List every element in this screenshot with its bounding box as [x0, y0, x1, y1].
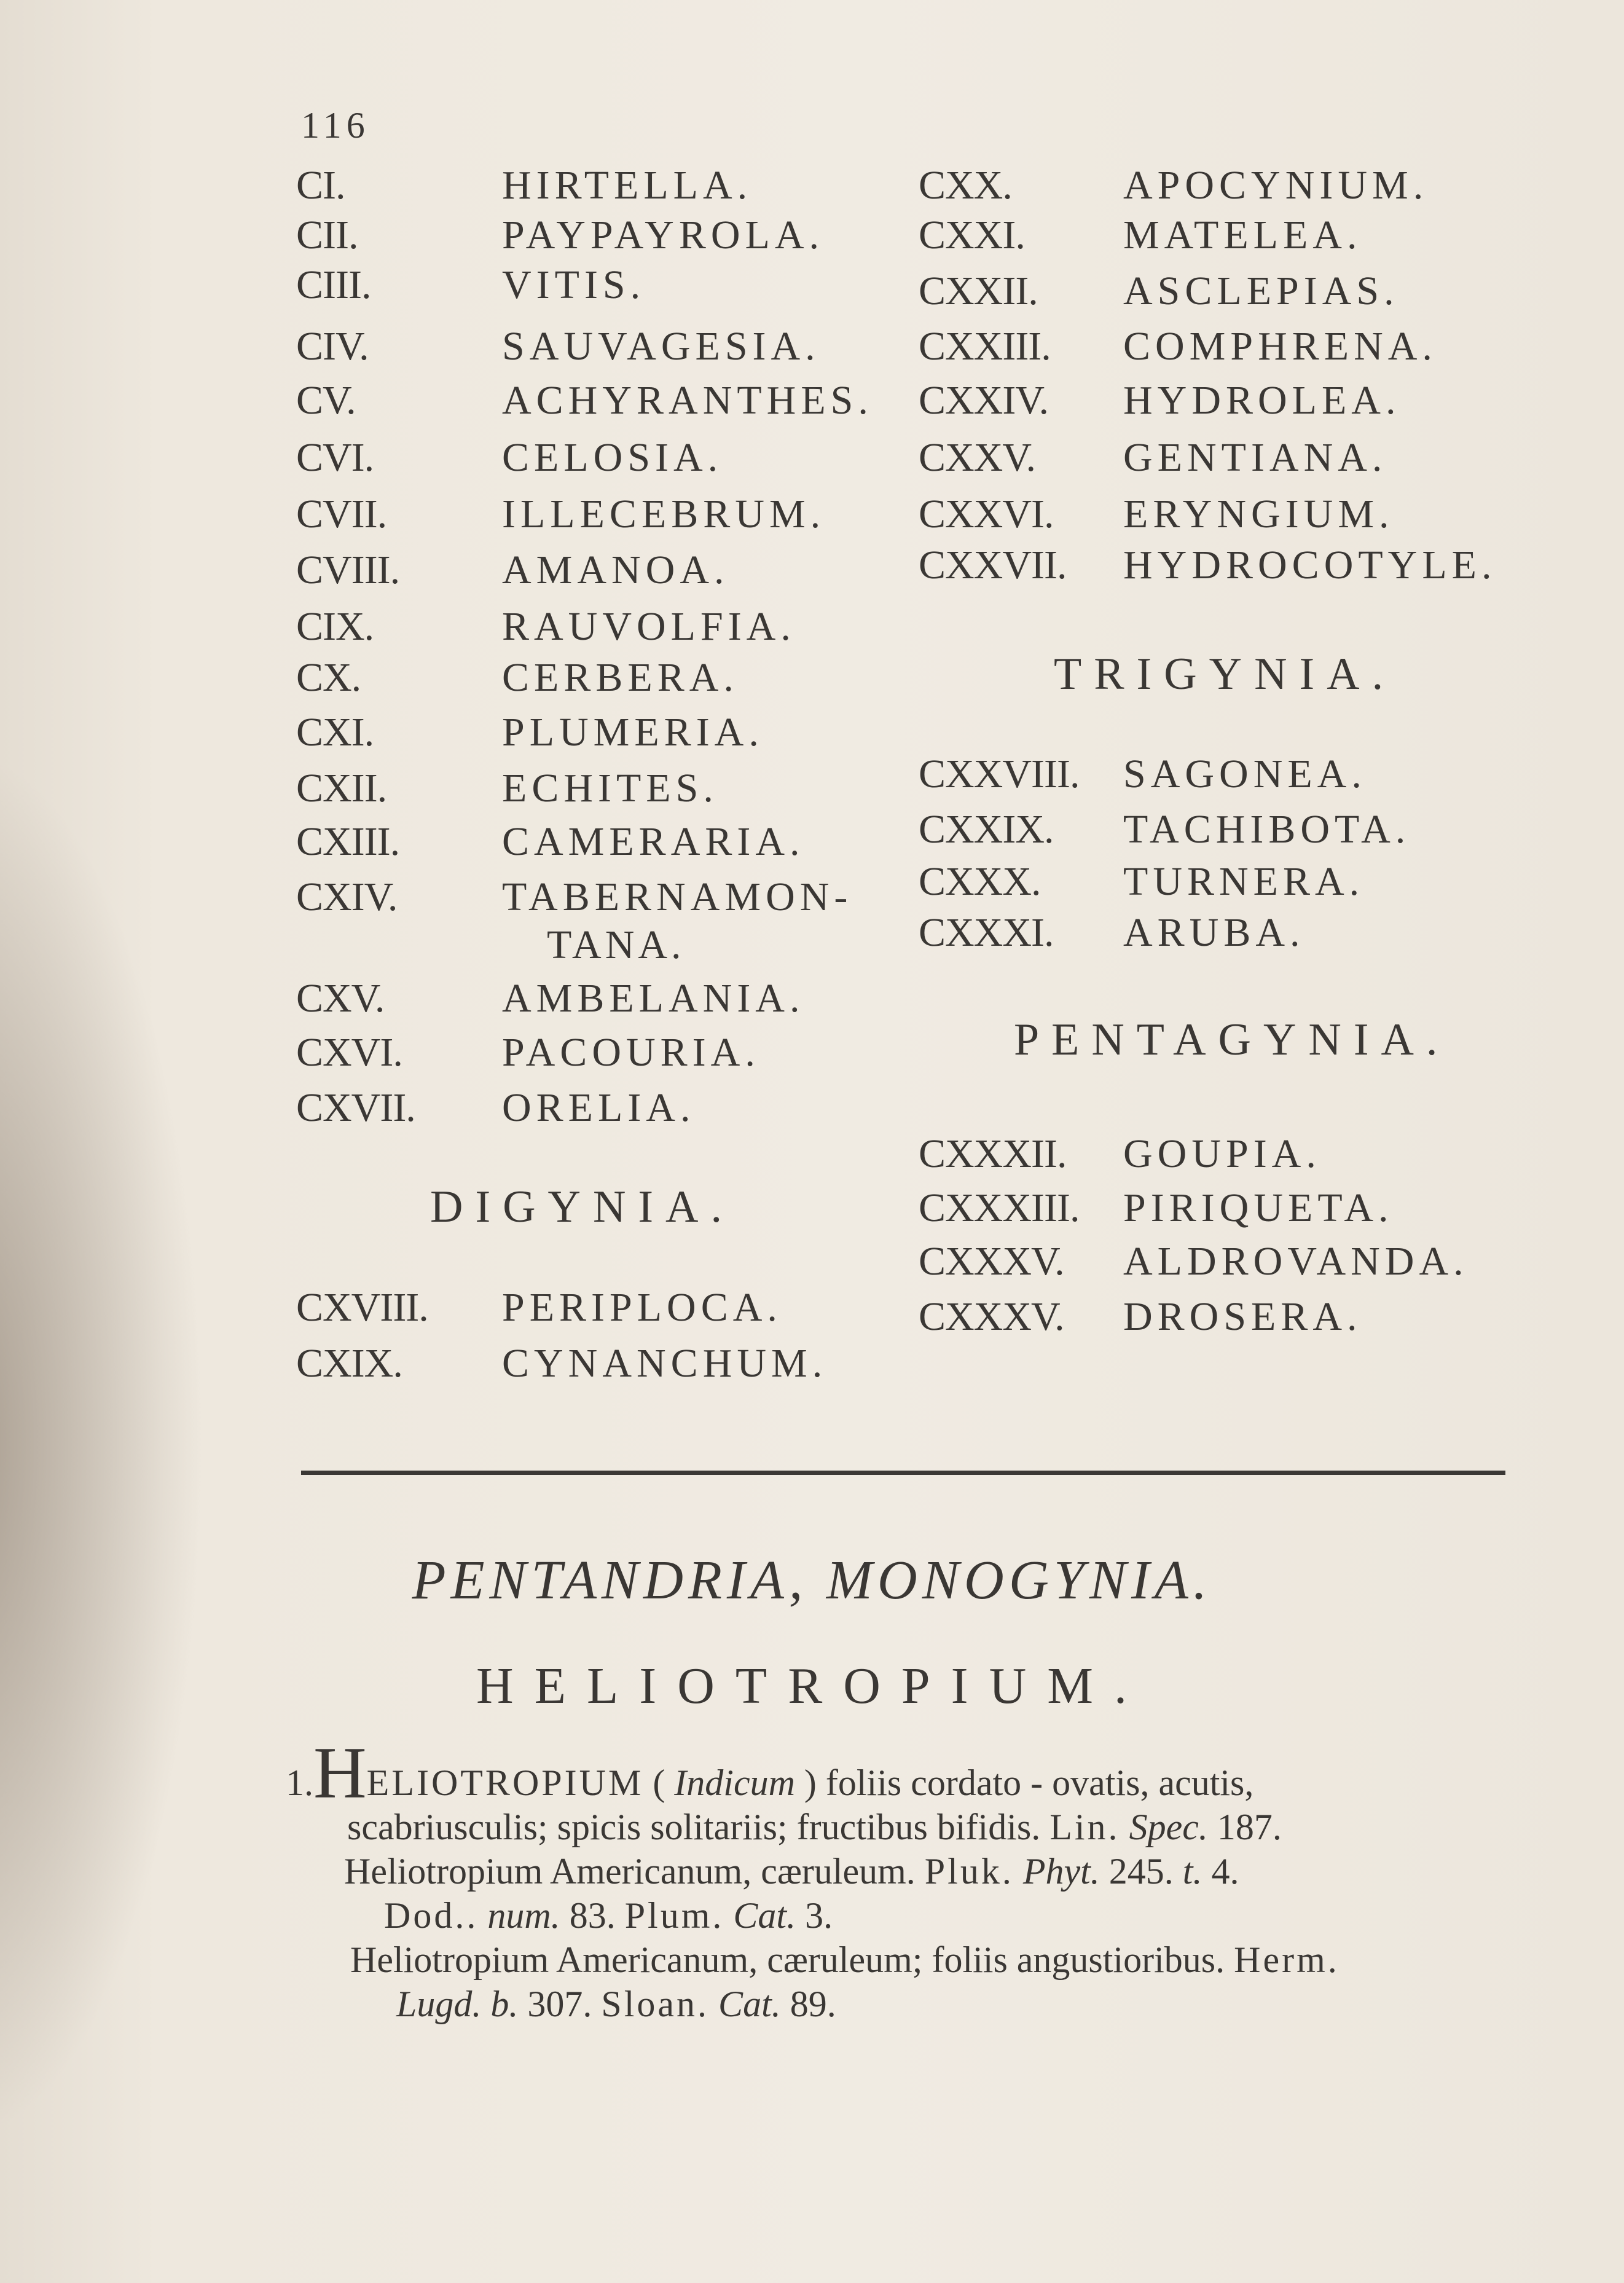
roman-numeral: CXXXV. — [919, 1239, 1064, 1284]
genus-name: ACHYRANTHES. — [502, 378, 873, 423]
work-abbrev: Cat. — [733, 1895, 796, 1936]
entry-line-2 — [286, 1805, 1539, 1849]
roman-numeral: CV. — [296, 378, 356, 423]
roman-numeral: CXXIII. — [919, 324, 1051, 369]
paren-open: ( — [653, 1762, 665, 1803]
roman-numeral: CIV. — [296, 324, 369, 369]
genus-heading: HELIOTROPIUM. — [476, 1657, 1148, 1715]
roman-numeral: CXIV. — [296, 874, 398, 919]
genus-name: COMPHRENA. — [1123, 324, 1437, 369]
reference-number: 3. — [805, 1895, 833, 1936]
roman-numeral: CXX. — [919, 163, 1012, 208]
synonym-text: Heliotropium Americanum, cæruleum. — [344, 1851, 916, 1892]
roman-numeral: CXXXIII. — [919, 1185, 1080, 1230]
roman-numeral: CVII. — [296, 492, 387, 536]
genus-name: APOCYNIUM. — [1123, 163, 1429, 208]
work-abbrev: Phyt. — [1022, 1851, 1100, 1892]
author-abbrev: Herm. — [1234, 1939, 1340, 1980]
genus-name: TACHIBOTA. — [1123, 807, 1411, 852]
genus-name: CELOSIA. — [502, 435, 723, 480]
roman-numeral: CXXXII. — [919, 1131, 1067, 1176]
genus-name: VITIS. — [502, 262, 646, 307]
author-abbrev: Lin. — [1049, 1807, 1120, 1847]
roman-numeral: CXXX. — [919, 859, 1041, 904]
genus-name: ERYNGIUM. — [1123, 492, 1394, 536]
roman-numeral: CXIX. — [296, 1341, 402, 1386]
genus-name: AMBELANIA. — [502, 976, 805, 1021]
roman-numeral: CXXXI. — [919, 910, 1054, 955]
genus-name: SAGONEA. — [1123, 752, 1367, 796]
roman-numeral: CXXVIII. — [919, 752, 1080, 796]
author-abbrev: Dod.. — [384, 1895, 479, 1936]
genus-name: CYNANCHUM. — [502, 1341, 828, 1386]
synonym-text: Heliotropium Americanum, cæruleum; foliis angustioribus. — [350, 1939, 1225, 1980]
reference-number: 307. — [527, 1984, 592, 2024]
genus-name: MATELEA. — [1123, 213, 1362, 257]
genus-name: ARUBA. — [1123, 910, 1305, 955]
entry-line-1 — [286, 1732, 1539, 1813]
author-abbrev: Sloan. — [601, 1984, 710, 2024]
description-text: scabriusculis; spicis solitariis; fructibus bifidis. — [347, 1807, 1041, 1847]
page-number: 116 — [301, 105, 370, 146]
section-title: PENTANDRIA, MONOGYNIA. — [412, 1550, 1212, 1611]
genus-name: RAUVOLFIA. — [502, 604, 796, 649]
entry-number: 1. — [286, 1762, 313, 1803]
genus-name: PIRIQUETA. — [1123, 1185, 1394, 1230]
entry-line-4 — [286, 1893, 1539, 1938]
work-abbrev: Cat. — [718, 1984, 781, 2024]
plate-abbrev: t. — [1182, 1851, 1202, 1892]
genus-name-continuation: TANA. — [547, 922, 685, 967]
entry-line-5 — [286, 1938, 1539, 1982]
genus-name: ALDROVANDA. — [1123, 1239, 1469, 1284]
description-text: foliis cordato - ovatis, acutis, — [825, 1762, 1254, 1803]
genus-name: DROSERA. — [1123, 1294, 1362, 1339]
roman-numeral: CXXVI. — [919, 492, 1054, 536]
genus-name: CERBERA. — [502, 655, 739, 700]
work-abbrev: Lugd. b. — [396, 1984, 519, 2024]
genus-name: AMANOA. — [502, 548, 729, 592]
genus-name: TURNERA. — [1123, 859, 1365, 904]
genus-name: PAYPAYROLA. — [502, 213, 824, 257]
species-entry — [286, 1732, 1539, 2026]
reference-number: 187. — [1217, 1807, 1282, 1847]
section-divider — [301, 1471, 1505, 1475]
roman-numeral: CVI. — [296, 435, 374, 480]
reference-number: 89. — [790, 1984, 836, 2024]
genus-name: ASCLEPIAS. — [1123, 269, 1399, 313]
pentagynia-heading: PENTAGYNIA. — [1014, 1015, 1450, 1065]
roman-numeral: CXXIX. — [919, 807, 1054, 852]
genus-name: HYDROCOTYLE. — [1123, 543, 1497, 587]
trigynia-heading: TRIGYNIA. — [1054, 649, 1396, 699]
genus-name: HYDROLEA. — [1123, 378, 1401, 423]
roman-numeral: CXVI. — [296, 1030, 402, 1075]
roman-numeral: CXV. — [296, 976, 385, 1021]
reference-number: 83. — [569, 1895, 616, 1936]
roman-numeral: CXXV. — [919, 435, 1036, 480]
work-abbrev: Spec. — [1129, 1807, 1208, 1847]
roman-numeral: CXXXV. — [919, 1294, 1064, 1339]
genus-name: PACOURIA. — [502, 1030, 760, 1075]
author-abbrev: Pluk. — [924, 1851, 1014, 1892]
genus-name: GENTIANA. — [1123, 435, 1387, 480]
digynia-heading: DIGYNIA. — [430, 1182, 734, 1232]
genus-name: ORELIA. — [502, 1085, 696, 1130]
entry-head: ELIOTROPIUM — [366, 1762, 644, 1803]
work-abbrev: num. — [487, 1895, 560, 1936]
roman-numeral: CXXIV. — [919, 378, 1048, 423]
genus-name: GOUPIA. — [1123, 1131, 1321, 1176]
genus-name: CAMERARIA. — [502, 819, 805, 864]
genus-name: HIRTELLA. — [502, 163, 753, 208]
author-abbrev: Plum. — [624, 1895, 724, 1936]
genus-name: ECHITES. — [502, 766, 718, 811]
genus-name: ILLECEBRUM. — [502, 492, 826, 536]
reference-number: 4. — [1211, 1851, 1239, 1892]
roman-numeral: CIX. — [296, 604, 374, 649]
genus-name: SAUVAGESIA. — [502, 324, 820, 369]
roman-numeral: CXIII. — [296, 819, 400, 864]
genus-name: PLUMERIA. — [502, 710, 764, 755]
roman-numeral: CII. — [296, 213, 358, 257]
roman-numeral: CXI. — [296, 710, 374, 755]
drop-cap: H — [313, 1732, 367, 1813]
species-epithet: Indicum — [674, 1762, 795, 1803]
genus-name: PERIPLOCA. — [502, 1285, 782, 1330]
roman-numeral: CXXI. — [919, 213, 1025, 257]
reference-number: 245. — [1108, 1851, 1174, 1892]
roman-numeral: CVIII. — [296, 548, 400, 592]
paren-close: ) — [804, 1762, 817, 1803]
genus-name: TABERNAMON- — [502, 874, 853, 919]
roman-numeral: CI. — [296, 163, 345, 208]
roman-numeral: CXXVII. — [919, 543, 1067, 587]
roman-numeral: CXVIII. — [296, 1285, 428, 1330]
roman-numeral: CXXII. — [919, 269, 1038, 313]
entry-line-3 — [286, 1849, 1539, 1893]
roman-numeral: CXII. — [296, 766, 387, 811]
roman-numeral: CX. — [296, 655, 361, 700]
roman-numeral: CXVII. — [296, 1085, 415, 1130]
roman-numeral: CIII. — [296, 262, 371, 307]
entry-line-6 — [286, 1982, 1539, 2026]
